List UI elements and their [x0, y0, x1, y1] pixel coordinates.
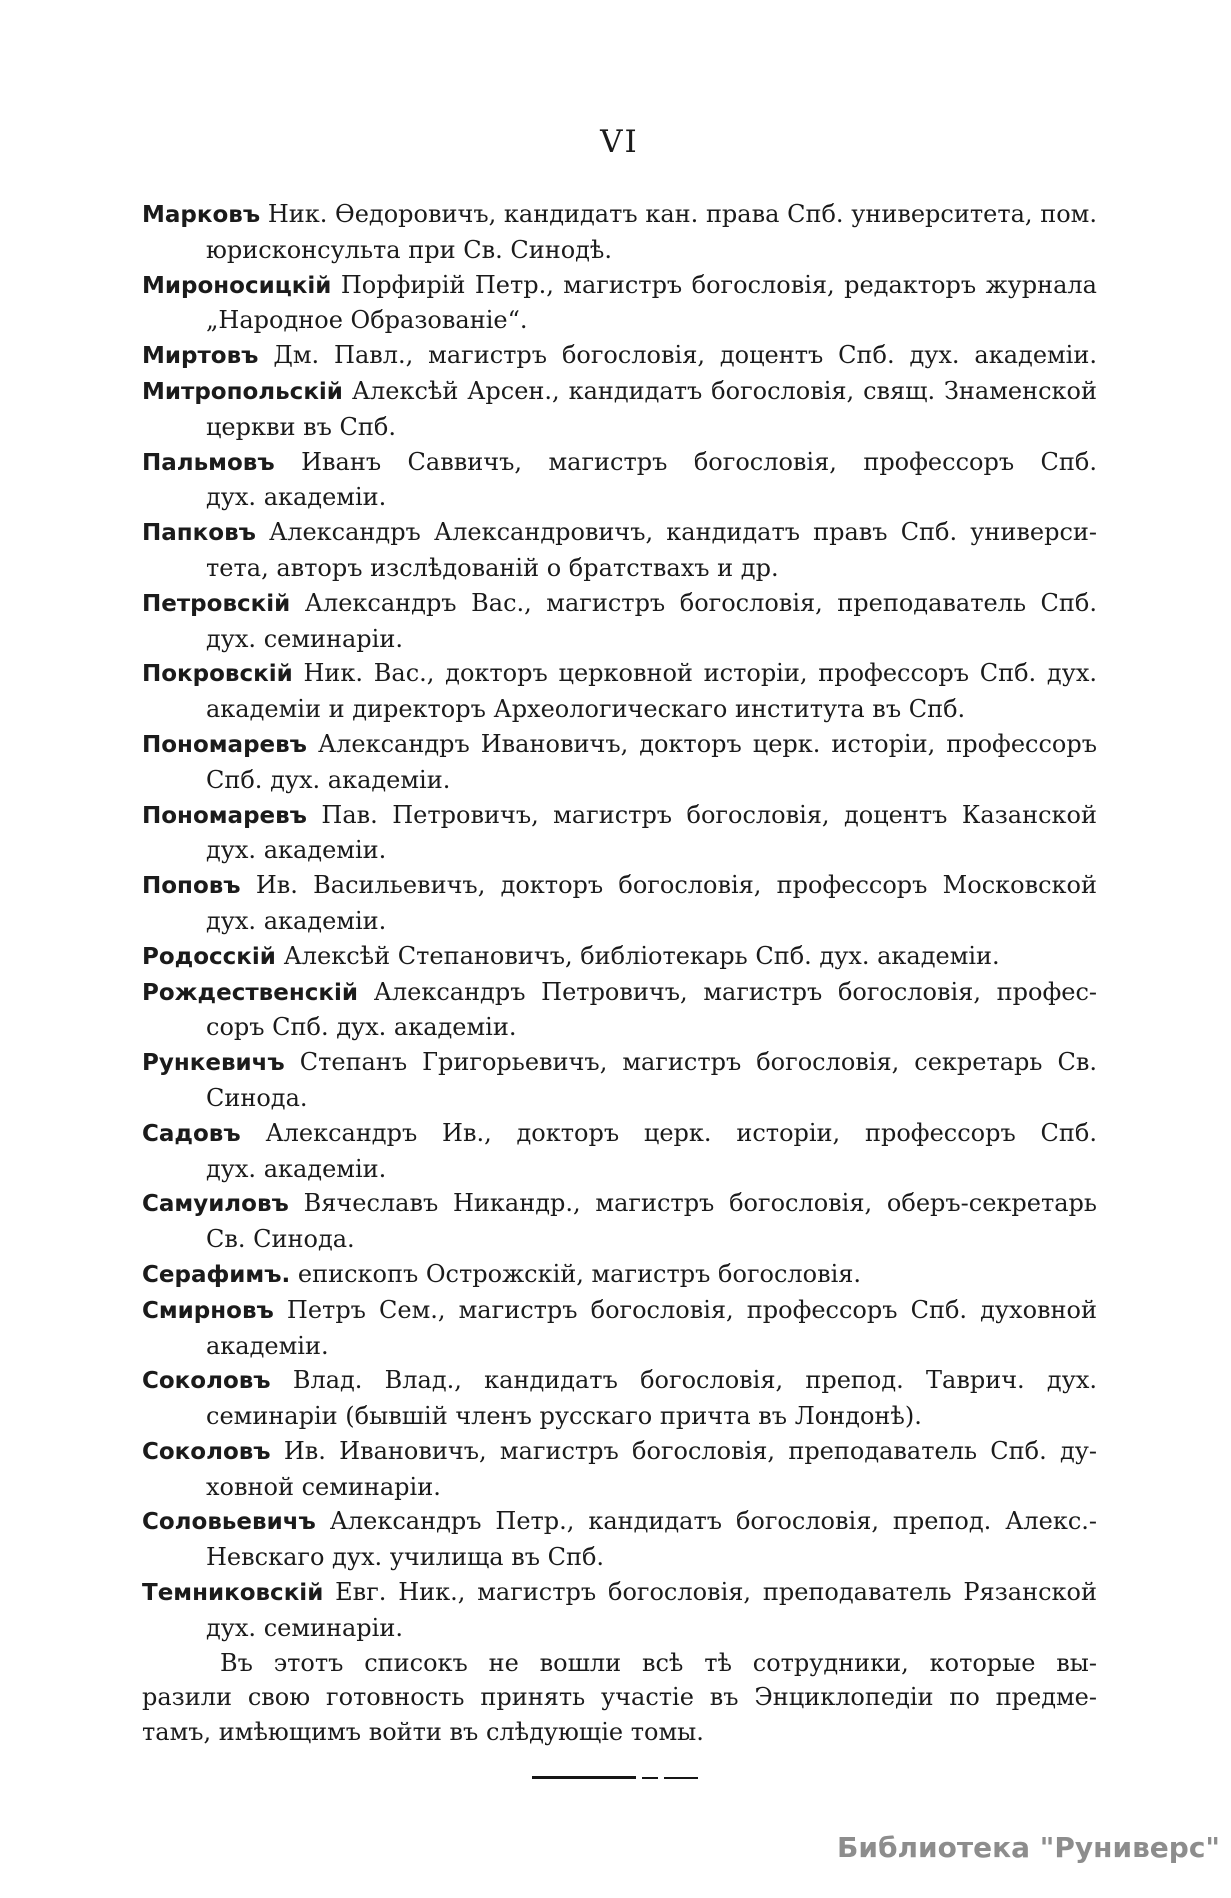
entry — [142, 975, 1097, 1046]
entry-surname: Мироносицкій — [142, 272, 332, 299]
section-divider — [532, 1776, 698, 1779]
entry-text: Ив. Васильевичъ, докторъ богословія, профессоръ Московской — [255, 871, 1097, 900]
entry-text: Петръ Сем., магистръ богословія, профессоръ Спб. духовной — [286, 1295, 1097, 1324]
entry-line — [142, 1186, 1097, 1222]
entry-text: Александръ Вас., магистръ богословія, преподаватель Спб. — [304, 588, 1097, 617]
entry-text: Евг. Ник., магистръ богословія, преподаватель Рязанской — [335, 1578, 1097, 1607]
entry-line: дух. академіи. — [206, 906, 387, 935]
entry-line: тета, авторъ изслѣдованій о братствахъ и др. — [206, 553, 779, 582]
entry-surname: Пономаревъ — [142, 731, 307, 758]
entry-line: юрисконсульта при Св. Синодѣ. — [206, 235, 613, 264]
entry — [142, 445, 1097, 516]
entry — [142, 1257, 1097, 1293]
entry-line — [142, 197, 1097, 233]
entry-line: соръ Спб. дух. академіи. — [206, 1013, 517, 1042]
entry-line: „Народное Образованіе“. — [206, 306, 528, 335]
entry-surname: Смирновъ — [142, 1297, 274, 1324]
entry-line — [142, 338, 1097, 374]
entry-surname: Темниковскій — [142, 1580, 324, 1607]
entry-text: Вячеславъ Никандр., магистръ богословія, оберъ-секретарь — [303, 1189, 1097, 1218]
entry — [142, 868, 1097, 939]
entry-line: академіи. — [206, 1331, 329, 1360]
entry-text: Александръ Петровичъ, магистръ богословія, профес- — [373, 977, 1097, 1006]
entry — [142, 656, 1097, 727]
entry-line: церкви въ Спб. — [206, 412, 396, 441]
entry-line — [142, 374, 1097, 410]
entry-surname: Родосскій — [142, 943, 276, 970]
entry-line — [142, 1045, 1097, 1081]
entry-line — [142, 727, 1097, 763]
entry-surname: Митропольскій — [142, 378, 343, 405]
entry-line — [142, 975, 1097, 1011]
entry-line — [142, 445, 1097, 481]
entry-text: Порфирій Петр., магистръ богословія, редакторъ журнала — [340, 270, 1097, 299]
entry-surname: Рождественскій — [142, 979, 358, 1006]
entry-text: епископъ Острожскій, магистръ богословія. — [297, 1259, 862, 1288]
entry-surname: Самуиловъ — [142, 1191, 289, 1218]
entry-surname: Покровскій — [142, 661, 293, 688]
entry — [142, 1045, 1097, 1116]
entry-line — [142, 515, 1097, 551]
entry — [142, 1186, 1097, 1257]
entry — [142, 727, 1097, 798]
entry-line: Св. Синода. — [206, 1225, 355, 1254]
entry-line — [142, 586, 1097, 622]
entry — [142, 1293, 1097, 1364]
entry-surname: Садовъ — [142, 1120, 241, 1147]
entry-surname: Соловьевичъ — [142, 1509, 316, 1536]
entry-text: Дм. Павл., магистръ богословія, доцентъ Спб. дух. академіи. — [273, 341, 1097, 370]
entry-text: Степанъ Григорьевичъ, магистръ богословія, секретарь Св. — [299, 1048, 1097, 1077]
entry-line: дух. семинаріи. — [206, 1613, 403, 1642]
entry-line: дух. академіи. — [206, 836, 387, 865]
entry-surname: Петровскій — [142, 590, 291, 617]
paragraph-line: Въ этотъ списокъ не вошли всѣ тѣ сотрудники, которые вы- — [220, 1648, 1097, 1677]
entry-line — [142, 1504, 1097, 1540]
entry — [142, 268, 1097, 339]
entry-text: Пав. Петровичъ, магистръ богословія, доцентъ Казанской — [321, 800, 1097, 829]
entry — [142, 586, 1097, 657]
entry-surname: Миртовъ — [142, 343, 259, 370]
entry-line: ховной семинаріи. — [206, 1472, 441, 1501]
entry — [142, 1434, 1097, 1505]
entry — [142, 338, 1097, 374]
entry-text: Алексѣй Степановичъ, библіотекарь Спб. дух. академіи. — [283, 941, 1000, 970]
entry-line — [142, 1257, 1097, 1293]
entry-surname: Папковъ — [142, 520, 256, 547]
entry-surname: Поповъ — [142, 873, 241, 900]
entry-line: дух. академіи. — [206, 483, 387, 512]
entry — [142, 1116, 1097, 1187]
entry-surname: Пономаревъ — [142, 802, 307, 829]
entry-surname: Рункевичъ — [142, 1050, 285, 1077]
entry-line — [142, 1363, 1097, 1399]
entry — [142, 1504, 1097, 1575]
library-watermark: Библиотека "Руниверс" — [837, 1831, 1221, 1864]
entry-line — [142, 1575, 1097, 1611]
entry-surname: Серафимъ. — [142, 1261, 291, 1288]
entry — [142, 939, 1097, 975]
entry — [142, 1575, 1097, 1646]
entry-line — [142, 1293, 1097, 1329]
entry-line — [142, 656, 1097, 692]
entry-line — [142, 1116, 1097, 1152]
page-number: VI — [600, 124, 639, 160]
entry-text: Влад. Влад., кандидатъ богословія, препод. Таврич. дух. — [292, 1366, 1097, 1395]
entry-text: Александръ Александровичъ, кандидатъ правъ Спб. универси- — [269, 518, 1097, 547]
entry-line: Невскаго дух. училища въ Спб. — [206, 1543, 605, 1572]
paragraph-line: разили свою готовность принять участіе въ Энциклопедіи по предме- — [142, 1683, 1097, 1712]
entry-line — [142, 798, 1097, 834]
entry-surname: Пальмовъ — [142, 449, 275, 476]
entry-line — [142, 868, 1097, 904]
paragraph-line: тамъ, имѣющимъ войти въ слѣдующіе томы. — [142, 1718, 704, 1747]
entry-surname: Соколовъ — [142, 1368, 271, 1395]
entry-line: Синода. — [206, 1083, 308, 1112]
entry-line: дух. семинаріи. — [206, 624, 403, 653]
closing-paragraph — [142, 1646, 1097, 1750]
entry — [142, 798, 1097, 869]
entry-text: Александръ Ив., докторъ церк. исторіи, профессоръ Спб. — [265, 1118, 1097, 1147]
entry-line — [142, 939, 1097, 975]
entry-text: Александръ Ивановичъ, докторъ церк. исторіи, профессоръ — [317, 729, 1097, 758]
entry-line — [142, 268, 1097, 304]
entry-text: Ив. Ивановичъ, магистръ богословія, преподаватель Спб. ду- — [283, 1436, 1097, 1465]
entry-surname: Соколовъ — [142, 1438, 271, 1465]
entry-text: Алексѣй Арсен., кандидатъ богословія, свящ. Знаменской — [351, 376, 1097, 405]
contributor-list — [142, 197, 1097, 1779]
entry-line: семинаріи (бывшій членъ русскаго причта въ Лондонѣ). — [206, 1402, 922, 1431]
entry-text: Александръ Петр., кандидатъ богословія, препод. Алекс.- — [329, 1507, 1097, 1536]
entry-text: Иванъ Саввичъ, магистръ богословія, профессоръ Спб. — [301, 447, 1097, 476]
entry-text: Ник. Вас., докторъ церковной исторіи, профессоръ Спб. дух. — [303, 659, 1097, 688]
entry — [142, 515, 1097, 586]
entry — [142, 374, 1097, 445]
entry-line: Спб. дух. академіи. — [206, 765, 451, 794]
entry — [142, 197, 1097, 268]
entry-text: Ник. Ѳедоровичъ, кандидатъ кан. права Спб. университета, пом. — [267, 200, 1097, 228]
entry-line — [142, 1434, 1097, 1470]
entry-surname: Марковъ — [142, 202, 261, 228]
entry-line: академіи и директоръ Археологическаго института въ Спб. — [206, 695, 966, 724]
entry-line: дух. академіи. — [206, 1154, 387, 1183]
entry — [142, 1363, 1097, 1434]
